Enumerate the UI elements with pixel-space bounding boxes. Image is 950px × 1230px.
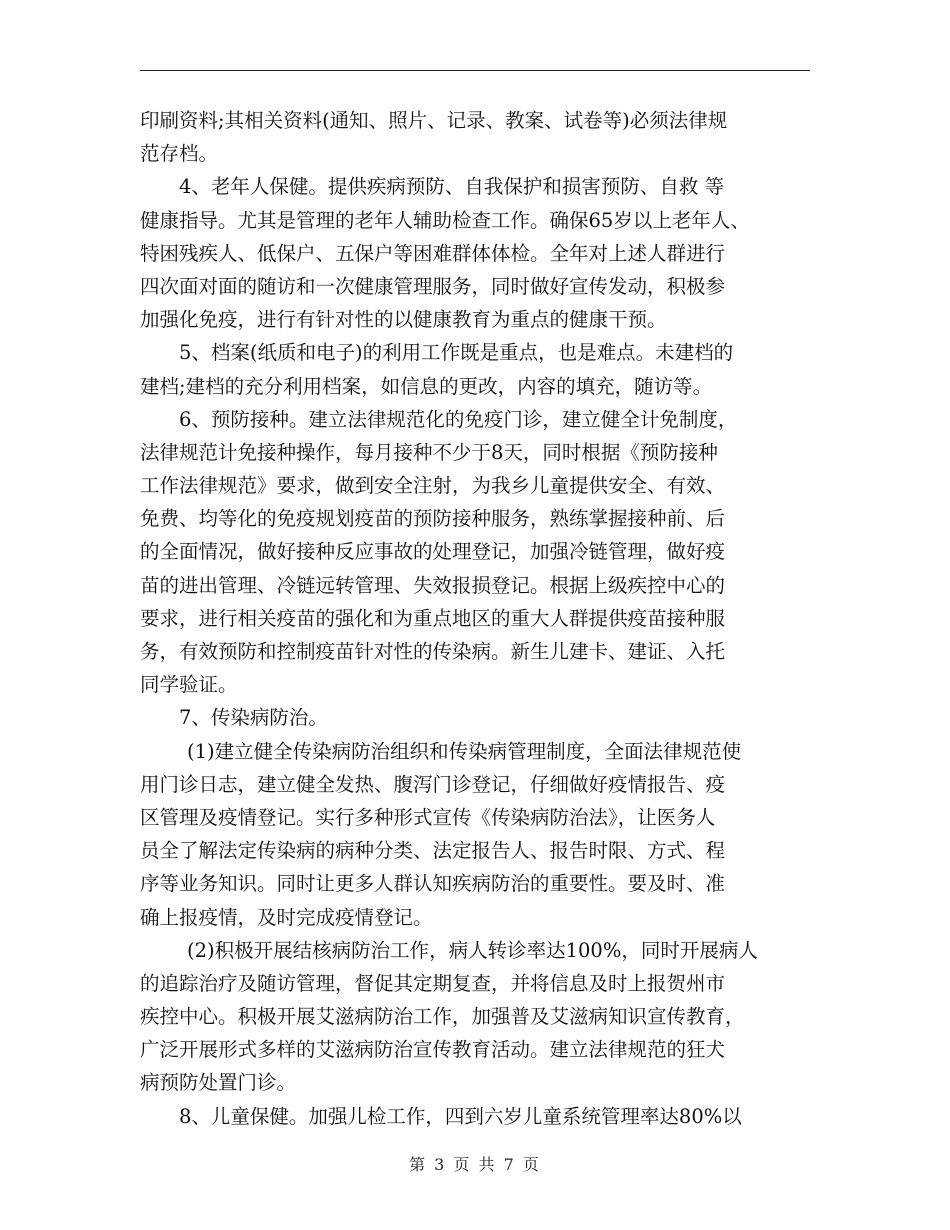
text-line: 工作法律规范》要求，做到安全注射，为我乡儿童提供安全、有效、 bbox=[140, 474, 726, 498]
text-line: 建档;建档的充分利用档案，如信息的更改，内容的填充，随访等。 bbox=[140, 374, 713, 398]
document-body bbox=[140, 104, 810, 1133]
page-footer: 第 3 页 共 7 页 bbox=[409, 1155, 541, 1174]
text-line: 免费、均等化的免疫规划疫苗的预防接种服务，熟练掌握接种前、后 bbox=[140, 507, 726, 531]
text-line: 苗的进出管理、冷链远转管理、失效报损登记。根据上级疾控中心的 bbox=[140, 573, 726, 597]
text-line: 区管理及疫情登记。实行多种形式宣传《传染病防治法》，让医务人 bbox=[140, 805, 716, 829]
text-line: 的追踪治疗及随访管理，督促其定期复查，并将信息及时上报贺州市 bbox=[140, 971, 726, 995]
text-line: 务，有效预防和控制疫苗针对性的传染病。新生儿建卡、建证、入托 bbox=[140, 640, 726, 663]
text-line: 特困残疾人、低保户、五保户等困难群体体检。全年对上述人群进行 bbox=[140, 241, 726, 265]
text-line: 加强化免疫，进行有针对性的以健康教育为重点的健康干预。 bbox=[140, 308, 667, 332]
text-line: 病预防处置门诊。 bbox=[140, 1071, 297, 1095]
text-line: (1)建立健全传染病防治组织和传染病管理制度，全面法律规范使 bbox=[187, 739, 742, 763]
text-line: 的全面情况，做好接种反应事故的处理登记，加强冷链管理，做好疫 bbox=[140, 540, 726, 564]
text-line: 健康指导。尤其是管理的老年人辅助检查工作。确保65岁以上老年人、 bbox=[140, 208, 750, 232]
text-line: 要求，进行相关疫苗的强化和为重点地区的重大人群提供疫苗接种服 bbox=[140, 606, 726, 630]
text-line: 4、老年人保健。提供疾病预防、自我保护和损害预防、自救 等 bbox=[179, 175, 725, 199]
text-line: 法律规范计免接种操作，每月接种不少于8天，同时根据《预防接种 bbox=[140, 440, 718, 464]
text-line: 员全了解法定传染病的病种分类、法定报告人、报告时限、方式、程 bbox=[140, 839, 726, 863]
text-line: 确上报疫情，及时完成疫情登记。 bbox=[140, 905, 433, 929]
text-line: 用门诊日志，建立健全发热、腹泻门诊登记，仔细做好疫情报告、疫 bbox=[140, 772, 726, 796]
header-rule bbox=[140, 70, 810, 71]
text-line: 7、传染病防治。 bbox=[179, 706, 328, 730]
text-line: 序等业务知识。同时让更多人群认知疾病防治的重要性。要及时、准 bbox=[140, 872, 726, 896]
text-line: 6、预防接种。建立法律规范化的免疫门诊，建立健全计免制度， bbox=[179, 407, 738, 431]
text-line: 印刷资料;其相关资料(通知、照片、记录、教案、试卷等)必须法律规 bbox=[140, 109, 728, 132]
text-line: 5、档案(纸质和电子)的利用工作既是重点，也是难点。未建档的 bbox=[179, 341, 734, 365]
text-line: (2)积极开展结核病防治工作，病人转诊率达100%，同时开展病人 bbox=[187, 938, 758, 962]
text-line: 范存档。 bbox=[140, 142, 219, 166]
text-line: 四次面对面的随访和一次健康管理服务，同时做好宣传发动，积极参 bbox=[140, 274, 726, 298]
text-line: 疾控中心。积极开展艾滋病防治工作，加强普及艾滋病知识宣传教育， bbox=[140, 1005, 745, 1029]
text-line: 广泛开展形式多样的艾滋病防治宣传教育活动。建立法律规范的狂犬 bbox=[140, 1038, 726, 1062]
text-line: 同学验证。 bbox=[140, 673, 238, 697]
text-line: 8、儿童保健。加强儿检工作，四到六岁儿童系统管理率达80%以 bbox=[179, 1104, 742, 1128]
